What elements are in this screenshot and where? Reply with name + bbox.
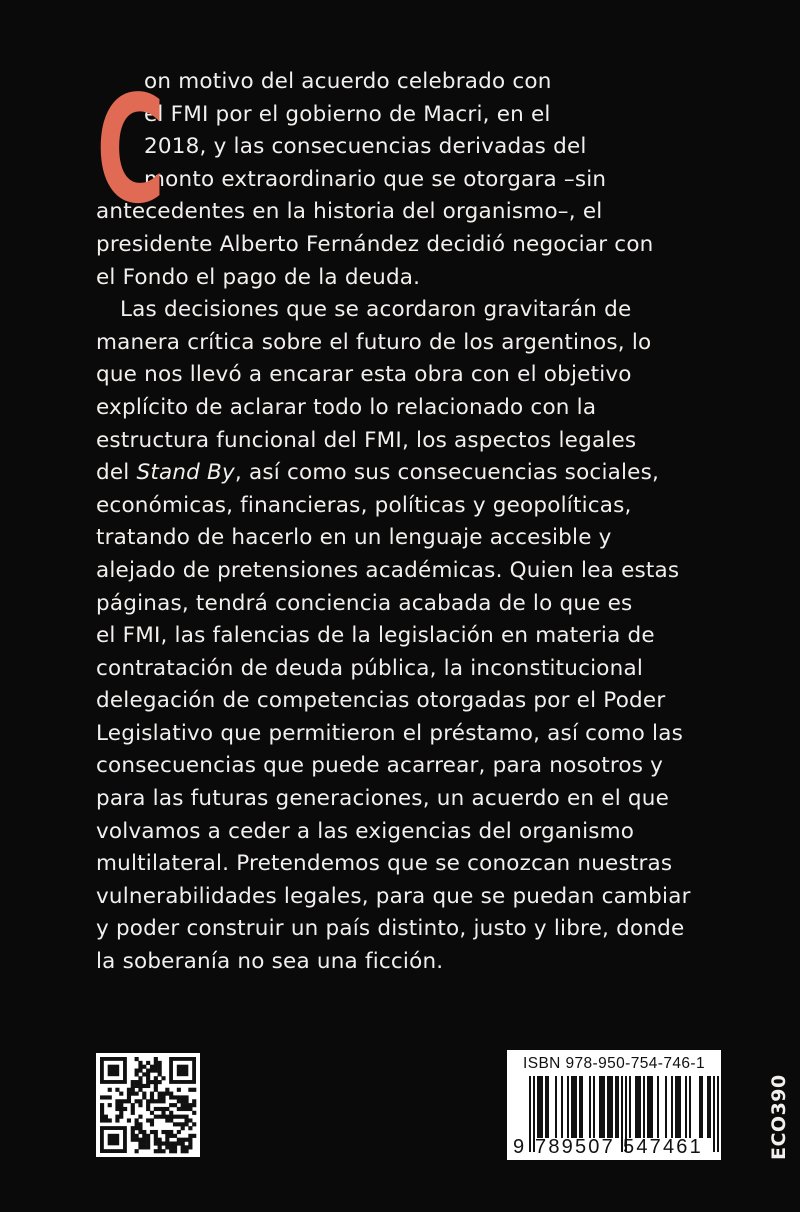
text-line: y poder construir un país distinto, justo y libre, donde	[96, 916, 685, 942]
barcode-bar	[651, 1076, 653, 1138]
barcode-bar	[541, 1076, 543, 1138]
barcode-bar	[657, 1076, 659, 1138]
text-line: Legislativo que permitieron el préstamo, así como las	[96, 720, 684, 746]
barcode-bar	[555, 1076, 557, 1138]
barcode-bar	[635, 1076, 637, 1138]
barcode-bar	[649, 1076, 651, 1138]
text-fragment: , así como sus consecuencias sociales,	[234, 460, 660, 486]
barcode-bar	[713, 1076, 715, 1152]
barcode-bar	[529, 1076, 531, 1152]
text-line: 2018, y las consecuencias derivadas del	[144, 134, 587, 160]
barcode-bar	[643, 1076, 645, 1138]
text-line: manera crítica sobre el futuro de los argentinos, lo	[96, 329, 652, 355]
paragraph-2	[96, 294, 736, 978]
qr-code[interactable]	[96, 1053, 200, 1157]
barcode-bar	[581, 1076, 583, 1138]
barcode-bar	[615, 1076, 617, 1138]
barcode-bar	[677, 1076, 679, 1138]
text-line: para las futuras generaciones, un acuerdo en el que	[96, 786, 670, 812]
barcode-bar	[589, 1076, 591, 1138]
barcode-bar	[629, 1076, 631, 1138]
barcode-bar	[675, 1076, 677, 1138]
barcode-bar	[603, 1076, 605, 1138]
barcode-bar	[593, 1076, 595, 1138]
barcode-bar	[573, 1076, 575, 1138]
isbn-label: ISBN 978-950-754-746-1	[523, 1055, 705, 1072]
paragraph-1	[96, 66, 736, 294]
barcode-bar	[689, 1076, 691, 1138]
text-line: páginas, tendrá conciencia acabada de lo que es	[96, 590, 633, 616]
text-line: el FMI por el gobierno de Macri, en el	[144, 101, 551, 127]
italic-title-stand-by: Stand By	[136, 460, 235, 486]
barcode-bar	[611, 1076, 613, 1138]
barcode-bar	[575, 1076, 577, 1138]
back-cover-synopsis	[96, 66, 736, 979]
barcode-digit-group-2: 547461	[623, 1136, 703, 1158]
barcode-bar	[607, 1076, 609, 1138]
text-line: contratación de deuda pública, la inconstitucional	[96, 655, 644, 681]
text-fragment: del	[96, 460, 137, 486]
drop-cap-letter: C	[96, 64, 166, 236]
barcode-bar	[685, 1076, 687, 1138]
barcode-bar	[599, 1076, 601, 1138]
text-line: monto extraordinario que se otorgara –sin	[144, 166, 607, 192]
text-line: la soberanía no sea una ficción.	[96, 949, 444, 975]
text-line: delegación de competencias otorgadas por el Poder	[96, 688, 666, 714]
barcode-bar	[547, 1076, 549, 1138]
barcode-bar	[707, 1076, 709, 1138]
barcode-bar	[561, 1076, 563, 1138]
barcode-bar	[665, 1076, 667, 1138]
text-line: Las decisiones que se acordaron gravitarán de	[120, 297, 632, 323]
barcode-bar	[539, 1076, 541, 1138]
text-line: explícito de aclarar todo lo relacionado con la	[96, 394, 597, 420]
barcode-bar	[545, 1076, 547, 1138]
barcode-bar	[717, 1076, 719, 1152]
barcode-bar	[647, 1076, 649, 1138]
barcode-bar	[537, 1076, 539, 1138]
text-line: antecedentes en la historia del organismo–, el	[96, 199, 603, 225]
barcode-bar	[579, 1076, 581, 1138]
isbn-barcode	[507, 1050, 721, 1160]
barcode-bar	[671, 1076, 673, 1138]
text-line: vulnerabilidades legales, para que se puedan cambiar	[96, 883, 691, 909]
barcode-bar	[679, 1076, 681, 1138]
barcode-bar	[617, 1076, 619, 1138]
barcode-bar	[571, 1076, 573, 1138]
barcode-bar	[609, 1076, 611, 1138]
qr-code-graphic	[96, 1053, 200, 1157]
barcode-bar	[601, 1076, 603, 1138]
text-line: consecuencias que puede acarrear, para nosotros y	[96, 753, 664, 779]
text-line: económicas, financieras, políticas y geopolíticas,	[96, 492, 632, 518]
text-line: multilateral. Pretendemos que se conozcan nuestras	[96, 851, 673, 877]
barcode-bar	[701, 1076, 703, 1138]
text-line: tratando de hacerlo en un lenguaje accesible y	[96, 525, 612, 551]
text-line: el FMI, las falencias de la legislación en materia de	[96, 623, 655, 649]
barcode-digit-group-1: 789507	[535, 1136, 615, 1158]
barcode-bar	[567, 1076, 569, 1138]
barcode-digit-first: 9	[513, 1136, 525, 1158]
text-line: estructura funcional del FMI, los aspectos legales	[96, 427, 637, 453]
text-line: el Fondo el pago de la deuda.	[96, 264, 421, 290]
text-line: alejado de pretensiones académicas. Quien lea estas	[96, 557, 680, 583]
series-code: ECO390	[768, 1074, 790, 1160]
barcode-bar	[699, 1076, 701, 1138]
text-line: que nos llevó a encarar esta obra con el objetivo	[96, 362, 632, 388]
text-line: presidente Alberto Fernández decidió negociar con	[96, 231, 654, 257]
text-line: on motivo del acuerdo celebrado con	[144, 69, 552, 94]
barcode-bar	[709, 1076, 711, 1138]
barcode-bar	[637, 1076, 639, 1138]
text-line-standby	[96, 457, 736, 490]
barcode-bar	[639, 1076, 641, 1138]
text-line: volvamos a ceder a las exigencias del organismo	[96, 818, 635, 844]
